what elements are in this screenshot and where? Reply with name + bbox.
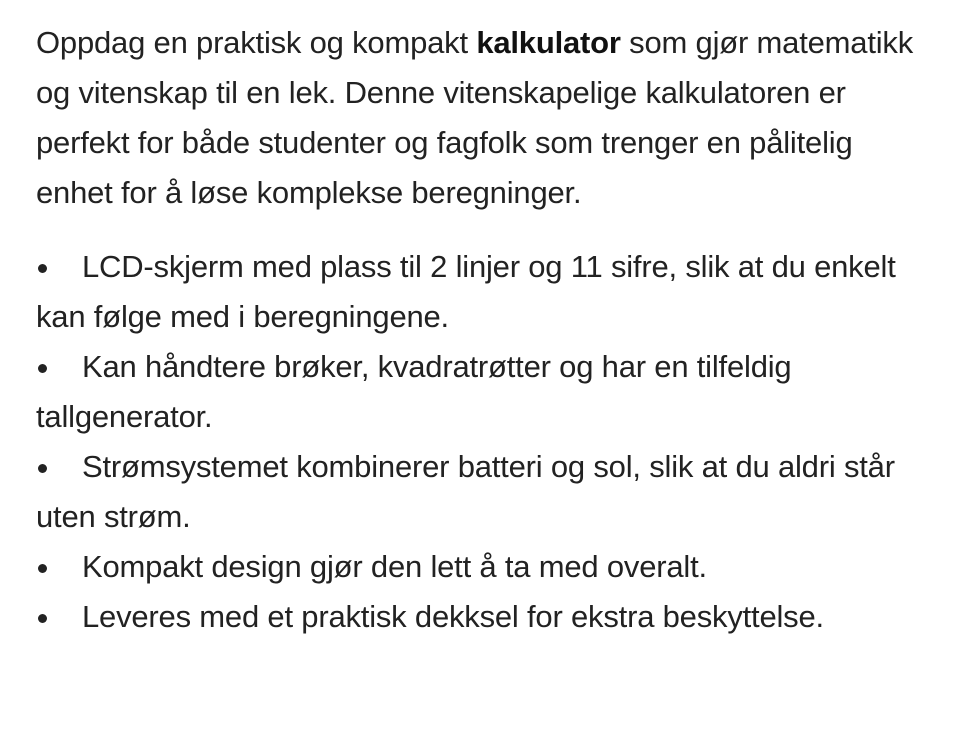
list-item bbox=[36, 342, 936, 442]
feature-text: Kompakt design gjør den lett å ta med overalt. bbox=[82, 549, 707, 584]
feature-text: Strømsystemet kombinerer batteri og sol, slik at du aldri står uten strøm. bbox=[36, 449, 895, 534]
intro-paragraph bbox=[36, 18, 936, 218]
bullet-icon bbox=[36, 367, 82, 377]
list-item bbox=[36, 592, 936, 642]
list-item bbox=[36, 442, 936, 542]
feature-text: LCD-skjerm med plass til 2 linjer og 11 sifre, slik at du enkelt kan følge med i beregningene. bbox=[36, 249, 896, 334]
feature-text: Kan håndtere brøker, kvadratrøtter og har en tilfeldig tallgenerator. bbox=[36, 349, 792, 434]
bullet-icon bbox=[36, 467, 82, 477]
feature-list bbox=[36, 242, 936, 642]
list-item bbox=[36, 242, 936, 342]
intro-bold-keyword: kalkulator bbox=[476, 25, 621, 60]
bullet-icon bbox=[36, 617, 82, 627]
bullet-icon bbox=[36, 567, 82, 577]
intro-text-before: Oppdag en praktisk og kompakt bbox=[36, 25, 477, 60]
intro-text-after: som gjør matematikk og vitenskap til en lek. Denne vitenskapelige kalkulatoren er perfekt for både studenter og fagfolk som trenger en pålitelig enhet for å løse komplekse beregninger. bbox=[36, 25, 914, 210]
list-item bbox=[36, 542, 936, 592]
feature-text: Leveres med et praktisk dekksel for ekstra beskyttelse. bbox=[82, 599, 824, 634]
bullet-icon bbox=[36, 267, 82, 277]
product-description bbox=[36, 18, 936, 642]
